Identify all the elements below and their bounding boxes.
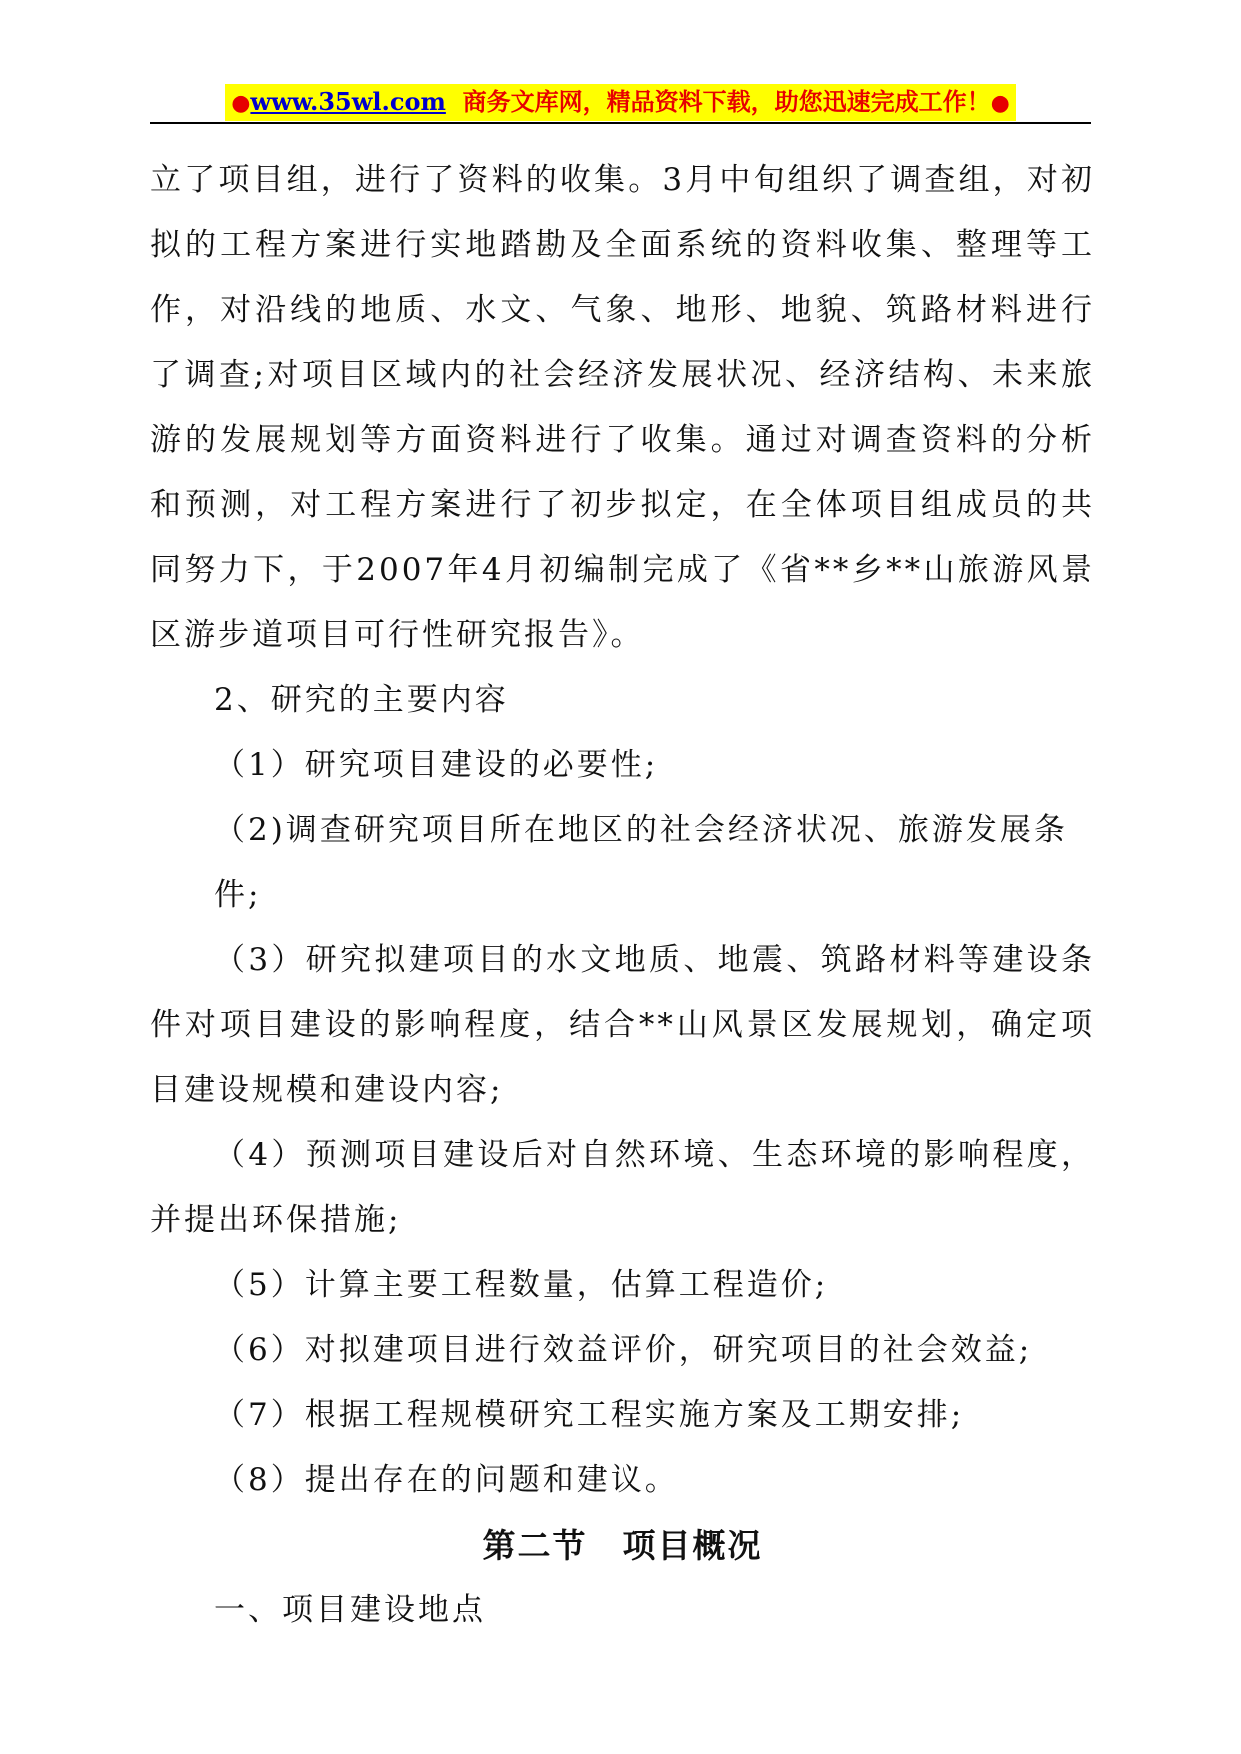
subheading-research-content: 2、研究的主要内容	[214, 682, 509, 718]
list-item: （8）提出存在的问题和建议。	[214, 1462, 679, 1498]
banner-box	[225, 84, 1016, 121]
site-banner	[0, 84, 1241, 121]
red-dot-icon: ●	[231, 90, 251, 116]
banner-slogan: 商务文库网，精品资料下载，助您迅速完成工作！	[462, 87, 991, 116]
document-body	[150, 148, 1095, 1643]
red-dot-icon: ●	[990, 90, 1010, 116]
list-item: （5）计算主要工程数量，估算工程造价;	[214, 1267, 829, 1303]
paragraph-continuation: 立了项目组，进行了资料的收集。3月中旬组织了调查组，对初拟的工程方案进行实地踏勘及全面系统的资料收集、整理等工作，对沿线的地质、水文、气象、地形、地貌、筑路材料进行了调查;对项目区域内的社会经济发展状况、经济结构、未来旅游的发展规划等方面资料进行了收集。通过对调查资料的分析和预测，对工程方案进行了初步拟定，在全体项目组成员的共同努力下，于2007年4月初编制完成了《省**乡**山旅游风景区游步道项目可行性研究报告》。	[150, 162, 1095, 653]
header-rule	[150, 122, 1091, 124]
list-item: （3）研究拟建项目的水文地质、地震、筑路材料等建设条件对项目建设的影响程度，结合**山风景区发展规划，确定项目建设规模和建设内容;	[150, 942, 1095, 1108]
list-item: （6）对拟建项目进行效益评价，研究项目的社会效益;	[214, 1332, 1033, 1368]
list-item: （7）根据工程规模研究工程实施方案及工期安排;	[214, 1397, 965, 1433]
subheading-project-location: 一、项目建设地点	[214, 1592, 486, 1628]
list-item: （4）预测项目建设后对自然环境、生态环境的影响程度，并提出环保措施;	[150, 1137, 1095, 1238]
section-title: 第二节 项目概况	[482, 1526, 763, 1565]
list-item: （2)调查研究项目所在地区的社会经济状况、旅游发展条件;	[214, 812, 1068, 913]
list-item: （1）研究项目建设的必要性;	[214, 747, 659, 783]
site-link[interactable]: www.35wl.com	[250, 87, 446, 116]
